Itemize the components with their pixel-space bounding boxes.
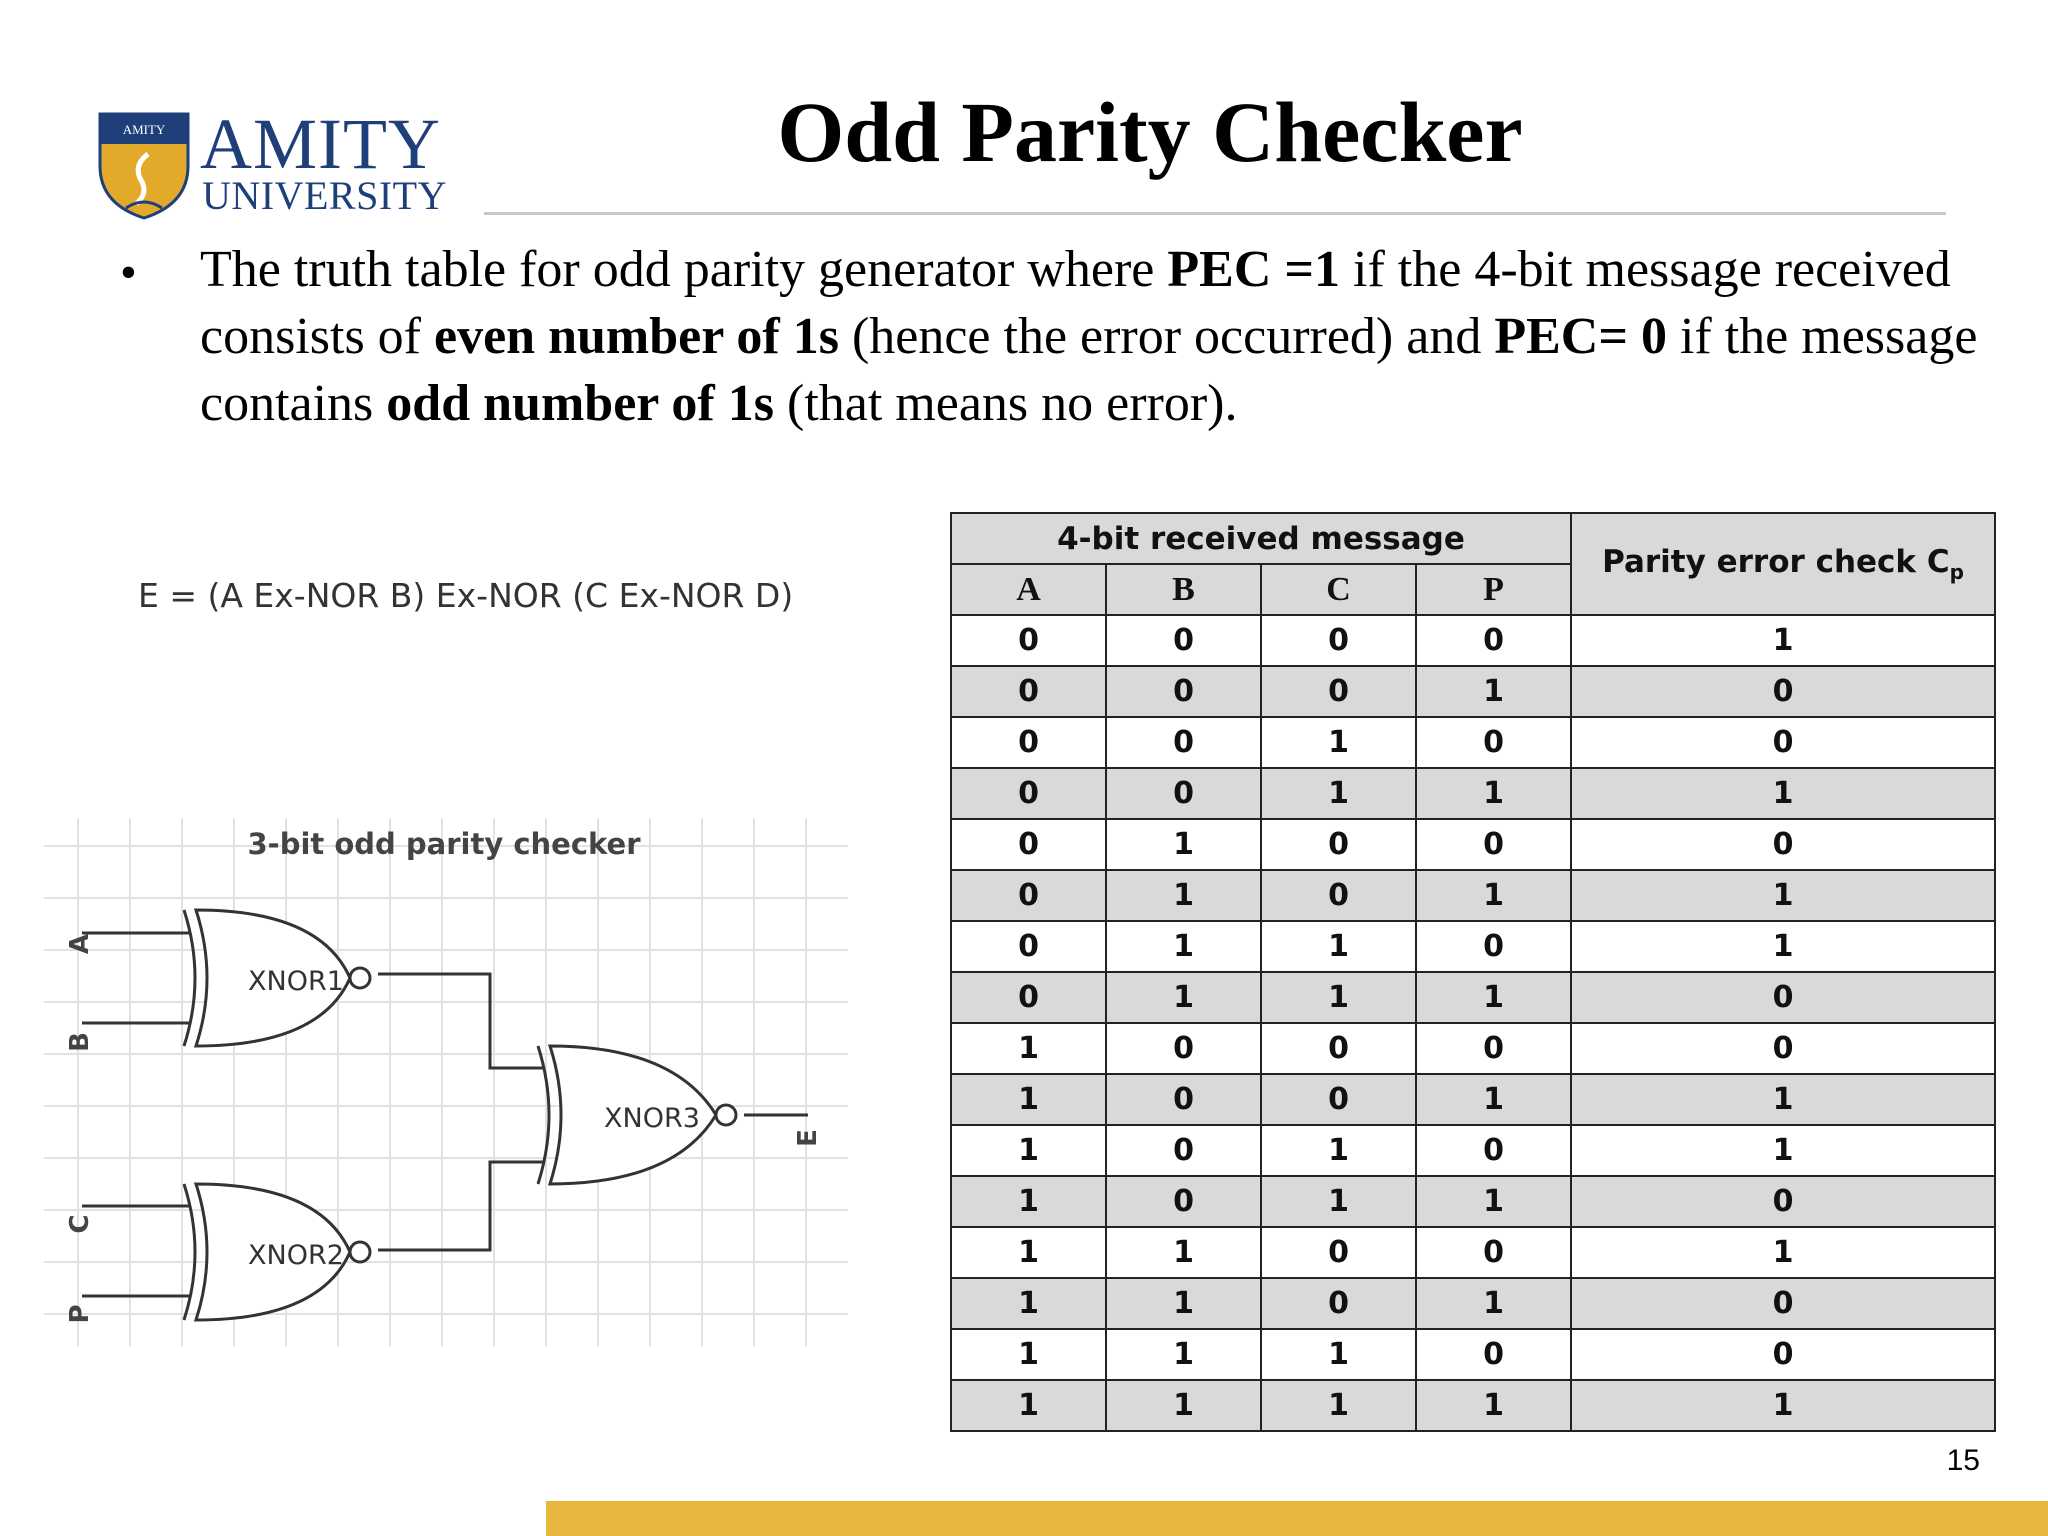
- table-row: [951, 819, 1995, 870]
- table-cell: 0: [1106, 1125, 1261, 1176]
- table-cell: 1: [1416, 666, 1571, 717]
- table-row: [951, 1380, 1995, 1431]
- table-cell: 0: [1416, 921, 1571, 972]
- table-cell: 1: [1571, 1227, 1995, 1278]
- column-header-a: A: [951, 564, 1106, 615]
- table-cell: 1: [1106, 921, 1261, 972]
- logo-university-text: UNIVERSITY: [202, 173, 447, 218]
- table-cell: 0: [1571, 972, 1995, 1023]
- table-cell: 1: [1416, 870, 1571, 921]
- table-cell: 0: [1106, 666, 1261, 717]
- table-cell: 0: [951, 717, 1106, 768]
- table-cell: 0: [1261, 819, 1416, 870]
- table-row: [951, 870, 1995, 921]
- table-cell: 1: [1261, 1176, 1416, 1227]
- table-cell: 1: [951, 1023, 1106, 1074]
- table-cell: 0: [1416, 1329, 1571, 1380]
- table-cell: 1: [1106, 972, 1261, 1023]
- table-cell: 1: [1106, 1227, 1261, 1278]
- parity-checker-circuit: [44, 818, 848, 1346]
- table-cell: 1: [1261, 717, 1416, 768]
- table-cell: 0: [1106, 1023, 1261, 1074]
- table-row: [951, 972, 1995, 1023]
- table-row: [951, 1278, 1995, 1329]
- table-cell: 1: [1106, 1380, 1261, 1431]
- page-number: 15: [1946, 1444, 1980, 1477]
- table-row: [951, 921, 1995, 972]
- table-cell: 0: [1261, 1074, 1416, 1125]
- bullet-seg-4: if the message contains: [200, 308, 1978, 432]
- bullet-seg-1: The truth table for odd parity generator where: [200, 241, 1168, 298]
- table-cell: 1: [1571, 1125, 1995, 1176]
- table-cell: 1: [1571, 870, 1995, 921]
- bullet-bold-4: odd number of 1s: [386, 375, 774, 432]
- bullet-marker: •: [120, 246, 137, 299]
- table-cell: 1: [1106, 1278, 1261, 1329]
- table-cell: 0: [1571, 1278, 1995, 1329]
- bullet-bold-3: PEC= 0: [1494, 308, 1667, 365]
- table-cell: 1: [1571, 1074, 1995, 1125]
- table-cell: 1: [1106, 870, 1261, 921]
- gate-label-xnor3: XNOR3: [604, 1103, 700, 1134]
- table-cell: 0: [1261, 615, 1416, 666]
- table-cell: 0: [1416, 1227, 1571, 1278]
- table-cell: 1: [1261, 1329, 1416, 1380]
- table-cell: 0: [1261, 1023, 1416, 1074]
- table-cell: 0: [1106, 1176, 1261, 1227]
- table-cell: 0: [1106, 768, 1261, 819]
- table-cell: 0: [1416, 819, 1571, 870]
- bullet-bold-1: PEC =1: [1167, 241, 1341, 298]
- shield-icon: [96, 104, 192, 222]
- table-row: [951, 1023, 1995, 1074]
- table-row: [951, 666, 1995, 717]
- table-cell: 1: [1571, 921, 1995, 972]
- shield-badge-text: AMITY: [122, 122, 166, 137]
- table-cell: 1: [1416, 1380, 1571, 1431]
- table-cell: 0: [951, 921, 1106, 972]
- table-cell: 1: [1261, 972, 1416, 1023]
- table-row: [951, 1125, 1995, 1176]
- table-row: [951, 768, 1995, 819]
- table-cell: 0: [1106, 717, 1261, 768]
- output-label-e: E: [793, 1129, 823, 1147]
- table-cell: 0: [951, 819, 1106, 870]
- input-label-a: A: [65, 933, 95, 955]
- bullet-seg-5: (that means no error).: [774, 375, 1238, 432]
- table-cell: 1: [1106, 1329, 1261, 1380]
- table-cell: 1: [1571, 768, 1995, 819]
- table-cell: 0: [1571, 1329, 1995, 1380]
- input-label-p: P: [65, 1304, 95, 1324]
- table-cell: 1: [951, 1176, 1106, 1227]
- table-row: [951, 615, 1995, 666]
- gate-label-xnor2: XNOR2: [248, 1240, 344, 1271]
- table-cell: 0: [1416, 717, 1571, 768]
- table-cell: 0: [1571, 1176, 1995, 1227]
- table-cell: 1: [1416, 768, 1571, 819]
- table-cell: 0: [1106, 615, 1261, 666]
- table-row: [951, 717, 1995, 768]
- table-cell: 1: [1416, 972, 1571, 1023]
- table-cell: 1: [1261, 921, 1416, 972]
- column-header-p: P: [1416, 564, 1571, 615]
- table-cell: 0: [951, 615, 1106, 666]
- truth-table: [950, 512, 1996, 1432]
- circuit-title: 3-bit odd parity checker: [247, 827, 641, 861]
- parity-header-text: Parity error check C: [1602, 543, 1950, 580]
- table-cell: 1: [1261, 1125, 1416, 1176]
- table-row: [951, 1074, 1995, 1125]
- table-cell: 1: [1106, 819, 1261, 870]
- bullet-seg-3: (hence the error occurred) and: [838, 308, 1495, 365]
- table-cell: 1: [951, 1329, 1106, 1380]
- table-cell: 0: [951, 870, 1106, 921]
- bullet-text: [200, 236, 1990, 437]
- column-header-c: C: [1261, 564, 1416, 615]
- truth-table-body: [951, 615, 1995, 1431]
- input-label-c: C: [65, 1214, 95, 1234]
- table-cell: 1: [951, 1380, 1106, 1431]
- circuit-grid: [44, 818, 848, 1346]
- table-cell: 0: [951, 768, 1106, 819]
- table-cell: 1: [1416, 1278, 1571, 1329]
- logo-amity-text: AMITY: [200, 104, 441, 184]
- table-cell: 1: [1571, 615, 1995, 666]
- table-row: [951, 1227, 1995, 1278]
- column-header-b: B: [1106, 564, 1261, 615]
- table-cell: 0: [1261, 870, 1416, 921]
- header-received-message: 4-bit received message: [951, 513, 1571, 564]
- table-row: [951, 1176, 1995, 1227]
- bullet-seg-2: if the 4-bit message received consists of: [200, 241, 1951, 365]
- table-cell: 0: [1416, 1023, 1571, 1074]
- footer-accent-bar: [546, 1501, 2048, 1536]
- table-cell: 1: [951, 1278, 1106, 1329]
- table-cell: 1: [1571, 1380, 1995, 1431]
- table-cell: 1: [1261, 1380, 1416, 1431]
- parity-formula: E = (A Ex-NOR B) Ex-NOR (C Ex-NOR D): [138, 576, 794, 615]
- table-cell: 1: [951, 1125, 1106, 1176]
- table-cell: 0: [951, 666, 1106, 717]
- table-cell: 0: [1571, 1023, 1995, 1074]
- table-cell: 0: [1571, 717, 1995, 768]
- table-cell: 0: [1261, 1227, 1416, 1278]
- title-divider: [484, 212, 1946, 215]
- bullet-bold-2: even number of 1s: [434, 308, 839, 365]
- table-cell: 0: [1571, 819, 1995, 870]
- header-parity-check: [1571, 513, 1995, 615]
- table-row: [951, 1329, 1995, 1380]
- table-cell: 1: [951, 1074, 1106, 1125]
- table-cell: 1: [1261, 768, 1416, 819]
- table-cell: 0: [1261, 1278, 1416, 1329]
- table-cell: 1: [951, 1227, 1106, 1278]
- table-cell: 0: [1416, 615, 1571, 666]
- slide-title: Odd Parity Checker: [777, 84, 1523, 180]
- table-cell: 0: [1571, 666, 1995, 717]
- gate-label-xnor1: XNOR1: [248, 966, 344, 997]
- table-cell: 0: [1106, 1074, 1261, 1125]
- amity-logo: [96, 104, 456, 222]
- parity-header-sub: p: [1949, 560, 1964, 585]
- table-cell: 1: [1416, 1176, 1571, 1227]
- table-cell: 1: [1416, 1074, 1571, 1125]
- table-cell: 0: [1416, 1125, 1571, 1176]
- table-cell: 0: [951, 972, 1106, 1023]
- table-cell: 0: [1261, 666, 1416, 717]
- input-label-b: B: [65, 1032, 95, 1052]
